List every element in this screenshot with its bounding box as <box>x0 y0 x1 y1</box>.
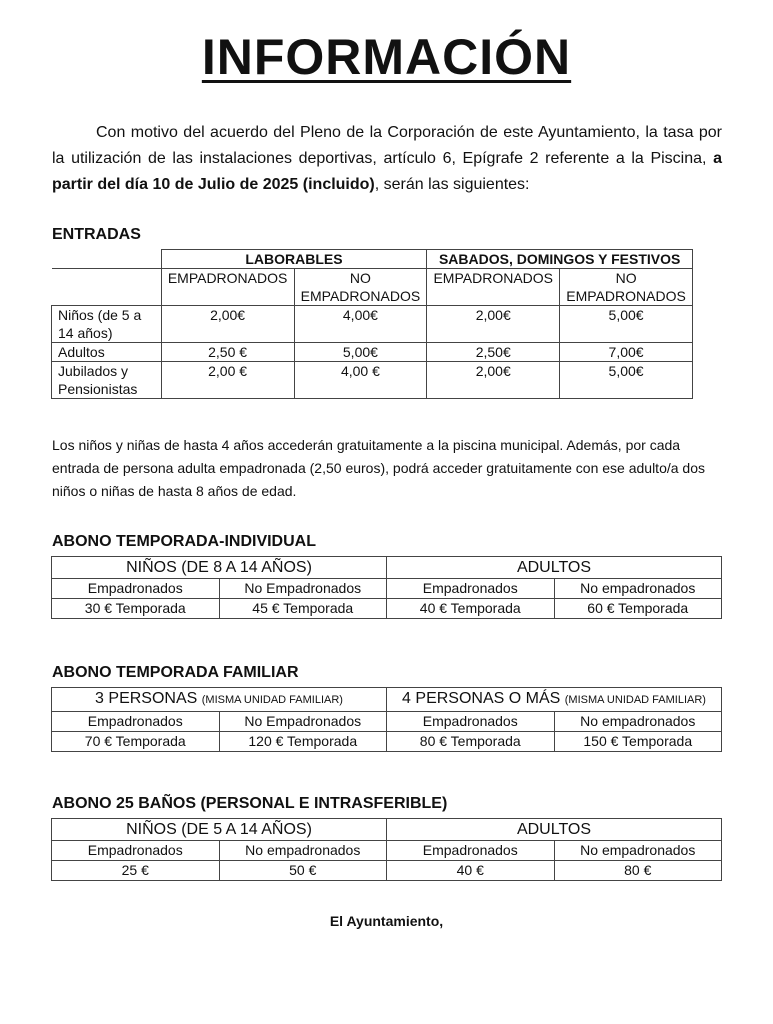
entradas-heading: ENTRADAS <box>52 226 141 243</box>
price-cell: 80 € Temporada <box>387 732 555 752</box>
column-header: Empadronados <box>387 841 555 861</box>
price-cell: 45 € Temporada <box>219 599 387 619</box>
group-note: (MISMA UNIDAD FAMILIAR) <box>201 694 343 706</box>
group-ninos: NIÑOS (DE 8 A 14 AÑOS) <box>52 557 387 579</box>
intro-date-bold: a partir del día 10 de Julio de 2025 (incluido) <box>52 150 722 193</box>
title-text: INFORMACIÓN <box>201 29 572 85</box>
group-ninos: NIÑOS (DE 5 A 14 AÑOS) <box>52 819 387 841</box>
page-title <box>0 28 773 86</box>
group-4-personas <box>387 688 722 712</box>
column-header: Empadronados <box>387 712 555 732</box>
row-label: Jubilados y Pensionistas <box>52 362 162 399</box>
group-row <box>52 819 722 841</box>
column-header: No empadronados <box>219 841 387 861</box>
intro-text-1: Con motivo del acuerdo del Pleno de la Corporación de este Ayuntamiento, la tasa por la utilización de las instalaciones deportivas, artículo 6, Epígrafe 2 referente a la Piscina, <box>52 124 722 167</box>
group-laborables: LABORABLES <box>161 250 427 269</box>
price-cell: 2,00€ <box>427 362 560 399</box>
abono-banos-heading: ABONO 25 BAÑOS (PERSONAL E INTRASFERIBLE) <box>52 795 448 812</box>
column-header: Empadronados <box>52 712 220 732</box>
column-header: No empadronados <box>554 579 722 599</box>
table-row <box>52 362 693 399</box>
abono-familiar-table <box>51 687 722 752</box>
subheader-cell: NO EMPADRONADOS <box>560 269 693 306</box>
abono-individual-heading: ABONO TEMPORADA-INDIVIDUAL <box>52 533 316 550</box>
price-cell: 7,00€ <box>560 343 693 362</box>
abono-individual-table <box>51 556 722 619</box>
group-note: (MISMA UNIDAD FAMILIAR) <box>564 694 706 706</box>
entradas-group-row <box>52 250 693 269</box>
price-cell: 5,00€ <box>560 306 693 343</box>
price-cell: 5,00€ <box>560 362 693 399</box>
group-row <box>52 688 722 712</box>
price-cell: 70 € Temporada <box>52 732 220 752</box>
price-cell: 50 € <box>219 861 387 881</box>
price-cell: 2,00€ <box>427 306 560 343</box>
column-header: Empadronados <box>387 579 555 599</box>
column-header: No Empadronados <box>219 712 387 732</box>
price-cell: 2,50 € <box>161 343 294 362</box>
price-cell: 2,50€ <box>427 343 560 362</box>
column-header: Empadronados <box>52 841 220 861</box>
table-row <box>52 343 693 362</box>
signature-line: El Ayuntamiento, <box>329 913 444 929</box>
group-label: 3 PERSONAS <box>95 690 198 707</box>
value-row <box>52 861 722 881</box>
table-row <box>52 306 693 343</box>
price-cell: 5,00€ <box>294 343 427 362</box>
subheader-cell: EMPADRONADOS <box>161 269 294 306</box>
column-row <box>52 579 722 599</box>
price-cell: 4,00 € <box>294 362 427 399</box>
price-cell: 120 € Temporada <box>219 732 387 752</box>
abono-familiar-heading: ABONO TEMPORADA FAMILIAR <box>52 664 299 681</box>
column-row <box>52 841 722 861</box>
group-festivos: SABADOS, DOMINGOS Y FESTIVOS <box>427 250 693 269</box>
price-cell: 2,00€ <box>161 306 294 343</box>
price-cell: 2,00 € <box>161 362 294 399</box>
group-label: 4 PERSONAS O MÁS <box>402 690 561 707</box>
price-cell: 30 € Temporada <box>52 599 220 619</box>
price-cell: 25 € <box>52 861 220 881</box>
price-cell: 40 € <box>387 861 555 881</box>
group-adultos: ADULTOS <box>387 557 722 579</box>
group-row <box>52 557 722 579</box>
column-header: No empadronados <box>554 712 722 732</box>
value-row <box>52 599 722 619</box>
intro-paragraph <box>52 120 722 198</box>
price-cell: 150 € Temporada <box>554 732 722 752</box>
entradas-table <box>51 249 693 399</box>
subheader-cell: EMPADRONADOS <box>427 269 560 306</box>
value-row <box>52 732 722 752</box>
column-row <box>52 712 722 732</box>
abono-banos-table <box>51 818 722 881</box>
group-3-personas <box>52 688 387 712</box>
price-cell: 40 € Temporada <box>387 599 555 619</box>
price-cell: 60 € Temporada <box>554 599 722 619</box>
group-adultos: ADULTOS <box>387 819 722 841</box>
empty-corner <box>52 250 162 269</box>
price-cell: 4,00€ <box>294 306 427 343</box>
subheader-cell: NO EMPADRONADOS <box>294 269 427 306</box>
column-header: Empadronados <box>52 579 220 599</box>
intro-text-2: , serán las siguientes: <box>374 176 530 193</box>
entradas-subheader-row <box>52 269 693 306</box>
column-header: No empadronados <box>554 841 722 861</box>
row-label: Niños (de 5 a 14 años) <box>52 306 162 343</box>
empty-corner-2 <box>52 269 162 306</box>
free-access-note: Los niños y niñas de hasta 4 años accederán gratuitamente a la piscina municipal. Además, por cada entrada de persona adulta empadronada (2,50 euros), podrá acceder gratuitamente con ese adulto/a dos niños o niñas de hasta 8 años de edad. <box>52 437 705 499</box>
column-header: No Empadronados <box>219 579 387 599</box>
price-cell: 80 € <box>554 861 722 881</box>
row-label: Adultos <box>52 343 162 362</box>
